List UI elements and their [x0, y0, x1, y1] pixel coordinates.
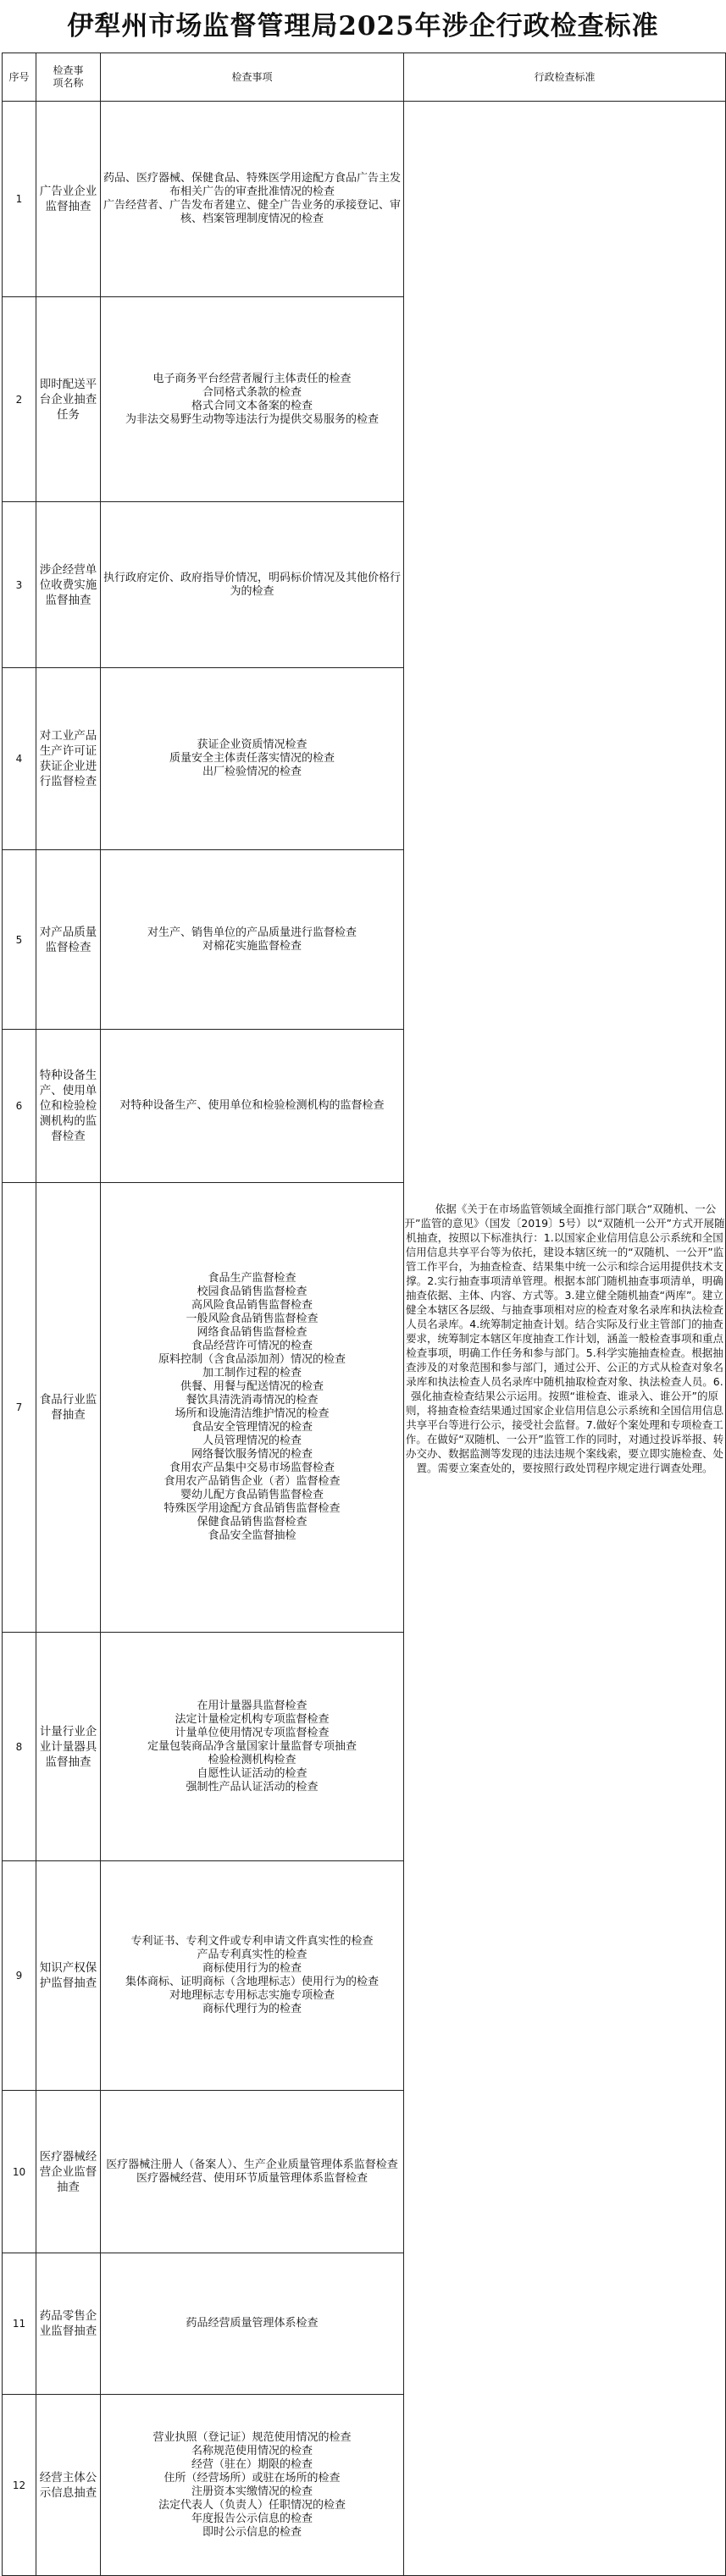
inspection-item: 保健食品销售监督检查 [197, 1516, 308, 1528]
inspection-item: 检验检测机构检查 [208, 1753, 296, 1766]
inspection-item: 一般风险食品销售监督检查 [186, 1313, 319, 1325]
inspection-item-name: 特种设备生产、使用单位和检验检测机构的监督检查 [36, 1030, 101, 1183]
inspection-item-name: 经营主体公示信息抽查 [36, 2395, 101, 2576]
row-number: 3 [3, 502, 36, 668]
inspection-item-name: 对工业产品生产许可证获证企业进行监督检查 [36, 668, 101, 850]
inspection-item: 商标使用行为的检查 [202, 1962, 302, 1975]
inspection-item: 药品经营质量管理体系检查 [186, 2317, 319, 2330]
header-standard: 行政检查标准 [404, 53, 726, 102]
inspection-item: 对特种设备生产、使用单位和检验检测机构的监督检查 [119, 1099, 385, 1112]
inspection-item: 出厂检验情况的检查 [202, 766, 302, 778]
row-number: 10 [3, 2091, 36, 2253]
inspection-items-cell [101, 850, 404, 1030]
inspection-item: 获证企业资质情况检查 [197, 738, 308, 751]
inspection-item-name: 对产品质量监督检查 [36, 850, 101, 1030]
header-name: 检查事项名称 [36, 53, 101, 102]
inspection-item: 食品安全监督抽检 [208, 1529, 296, 1542]
inspection-item: 人员管理情况的检查 [202, 1434, 302, 1447]
inspection-item: 药品、医疗器械、保健食品、特殊医学用途配方食品广告主发布相关广告的审查批准情况的检查 [103, 172, 401, 198]
inspection-item: 对生产、销售单位的产品质量进行监督检查 [147, 926, 357, 939]
inspection-item: 质量安全主体责任落实情况的检查 [169, 752, 335, 765]
inspection-items-cell [101, 102, 404, 297]
inspection-item: 经营（驻在）期限的检查 [191, 2457, 313, 2471]
inspection-items-cell [101, 502, 404, 668]
row-number: 4 [3, 668, 36, 850]
inspection-item-name: 即时配送平台企业抽查任务 [36, 297, 101, 502]
inspection-item: 营业执照（登记证）规范使用情况的检查 [152, 2430, 352, 2444]
inspection-item: 供餐、用餐与配送情况的检查 [180, 1380, 324, 1393]
row-number: 11 [3, 2253, 36, 2395]
inspection-items-cell [101, 1861, 404, 2091]
row-number: 7 [3, 1183, 36, 1633]
inspection-items-cell [101, 668, 404, 850]
inspection-item: 医疗器械注册人（备案人）、生产企业质量管理体系监督检查 [106, 2158, 398, 2171]
header-items: 检查事项 [101, 53, 404, 102]
inspection-item: 网络食品销售监督检查 [197, 1326, 308, 1339]
inspection-item: 法定代表人（负责人）任职情况的检查 [158, 2498, 346, 2512]
inspection-item-name: 知识产权保护监督抽查 [36, 1861, 101, 2091]
inspection-item: 产品专利真实性的检查 [197, 1949, 308, 1961]
inspection-item: 住所（经营场所）或驻在场所的检查 [163, 2471, 341, 2485]
table-body [3, 102, 726, 2576]
inspection-items-cell [101, 2091, 404, 2253]
header-no: 序号 [3, 53, 36, 102]
inspection-item: 在用计量器具监督检查 [197, 1699, 308, 1712]
table-header-row [3, 53, 726, 102]
inspection-item-name: 计量行业企业计量器具监督抽查 [36, 1633, 101, 1861]
inspection-item: 食品生产监督检查 [208, 1272, 296, 1285]
inspection-item-name: 广告业企业监督抽查 [36, 102, 101, 297]
row-number: 2 [3, 297, 36, 502]
inspection-item: 注册资本实缴情况的检查 [191, 2485, 313, 2498]
inspection-item: 广告经营者、广告发布者建立、健全广告业务的承接登记、审核、档案管理制度情况的检查 [103, 199, 401, 225]
inspection-item: 婴幼儿配方食品销售监督检查 [180, 1489, 324, 1501]
inspection-items-cell [101, 2253, 404, 2395]
inspection-item: 食用农产品集中交易市场监督检查 [169, 1462, 335, 1474]
inspection-item: 即时公示信息的检查 [202, 2525, 302, 2539]
inspection-item-name: 食品行业监督抽查 [36, 1183, 101, 1633]
inspection-item: 网络餐饮服务情况的检查 [191, 1448, 313, 1461]
row-number: 12 [3, 2395, 36, 2576]
inspection-item: 格式合同文本备案的检查 [191, 399, 313, 412]
inspection-item: 餐饮具清洗消毒情况的检查 [186, 1394, 319, 1407]
row-number: 9 [3, 1861, 36, 2091]
inspection-item: 年度报告公示信息的检查 [191, 2512, 313, 2525]
row-number: 8 [3, 1633, 36, 1861]
inspection-items-cell [101, 1183, 404, 1633]
inspection-item-name: 涉企经营单位收费实施监督抽查 [36, 502, 101, 668]
inspection-item-name: 药品零售企业监督抽查 [36, 2253, 101, 2395]
inspection-standard-text: 依据《关于在市场监管领域全面推行部门联合“双随机、一公开”监管的意见》（国发〔2019〕5号）以“双随机一公开”方式开展随机抽查，按照以下标准执行：1.以国家企业信用信息公示系统和全国信用信息共享平台等为依托，建设本辖区统一的“双随机、一公开”监管工作平台，为抽查检查、结果集中统一公示和综合运用提供技术支撑。2.实行抽查事项清单管理。根据本部门随机抽查事项清单，明确抽查依据、主体、内容、方式等。3.建立健全随机抽查“两库”。建立健全本辖区各层级、与抽查事项相对应的检查对象名录库和执法检查人员名录库。4.统筹制定抽查计划。结合实际及行业主管部门的抽查要求，统筹制定本辖区年度抽查工作计划，涵盖一般检查事项和重点检查事项，明确工作任务和参与部门。5.科学实施抽查检查。根据抽查涉及的对象范围和参与部门，通过公开、公正的方式从检查对象名录库和执法检查人员名录库中随机抽取检查对象、执法检查人员。6.强化抽查检查结果公示运用。按照“谁检查、谁录入、谁公开”的原则，将抽查检查结果通过国家企业信用信息公示系统和全国信用信息共享平台等进行公示，接受社会监督。7.做好个案处理和专项检查工作。在做好“双随机、一公开”监管工作的同时，对通过投诉举报、转办交办、数据监测等发现的违法违规个案线索，要立即实施检查、处置。需要立案查处的，要按照行政处罚程序规定进行调查处理。 [404, 102, 726, 2576]
inspection-item: 对棉花实施监督检查 [202, 939, 302, 953]
inspection-item: 合同格式条款的检查 [202, 385, 302, 399]
inspection-item: 定量包装商品净含量国家计量监督专项抽查 [147, 1739, 357, 1753]
table-row [3, 102, 726, 297]
inspection-item: 强制性产品认证活动的检查 [186, 1780, 319, 1794]
inspection-item: 高风险食品销售监督检查 [191, 1299, 313, 1312]
inspection-items-cell [101, 297, 404, 502]
inspection-item: 食品安全管理情况的检查 [191, 1421, 313, 1434]
inspection-item: 加工制作过程的检查 [202, 1367, 302, 1379]
inspection-item: 特殊医学用途配方食品销售监督检查 [163, 1502, 341, 1515]
inspection-items-cell [101, 1633, 404, 1861]
inspection-item: 食品经营许可情况的检查 [191, 1340, 313, 1352]
inspection-item: 名称规范使用情况的检查 [191, 2444, 313, 2457]
inspection-item-name: 医疗器械经营企业监督抽查 [36, 2091, 101, 2253]
row-number: 1 [3, 102, 36, 297]
inspection-item: 商标代理行为的检查 [202, 2003, 302, 2015]
inspection-items-cell [101, 1030, 404, 1183]
inspection-item: 对地理标志专用标志实施专项检查 [169, 1989, 335, 2002]
inspection-item: 集体商标、证明商标（含地理标志）使用行为的检查 [125, 1976, 379, 1988]
inspection-item: 计量单位使用情况专项监督检查 [175, 1726, 330, 1739]
inspection-standards-table [2, 53, 726, 2576]
inspection-item: 自愿性认证活动的检查 [197, 1766, 308, 1780]
inspection-item: 电子商务平台经营者履行主体责任的检查 [152, 372, 352, 385]
inspection-item: 原料控制（含食品添加剂）情况的检查 [158, 1353, 346, 1366]
inspection-item: 食用农产品销售企业（者）监督检查 [163, 1475, 341, 1488]
inspection-item: 校园食品销售监督检查 [197, 1285, 308, 1298]
inspection-item: 医疗器械经营、使用环节质量管理体系监督检查 [136, 2171, 368, 2185]
inspection-item: 法定计量检定机构专项监督检查 [175, 1712, 330, 1726]
row-number: 5 [3, 850, 36, 1030]
inspection-items-cell [101, 2395, 404, 2576]
row-number: 6 [3, 1030, 36, 1183]
inspection-item: 为非法交易野生动物等违法行为提供交易服务的检查 [125, 412, 379, 426]
inspection-item: 场所和设施清洁维护情况的检查 [175, 1407, 330, 1420]
document-title: 伊犁州市场监督管理局2025年涉企行政检查标准 [67, 11, 659, 41]
inspection-item: 执行政府定价、政府指导价情况，明码标价情况及其他价格行为的检查 [103, 571, 401, 598]
inspection-item: 专利证书、专利文件或专利申请文件真实性的检查 [130, 1935, 374, 1948]
